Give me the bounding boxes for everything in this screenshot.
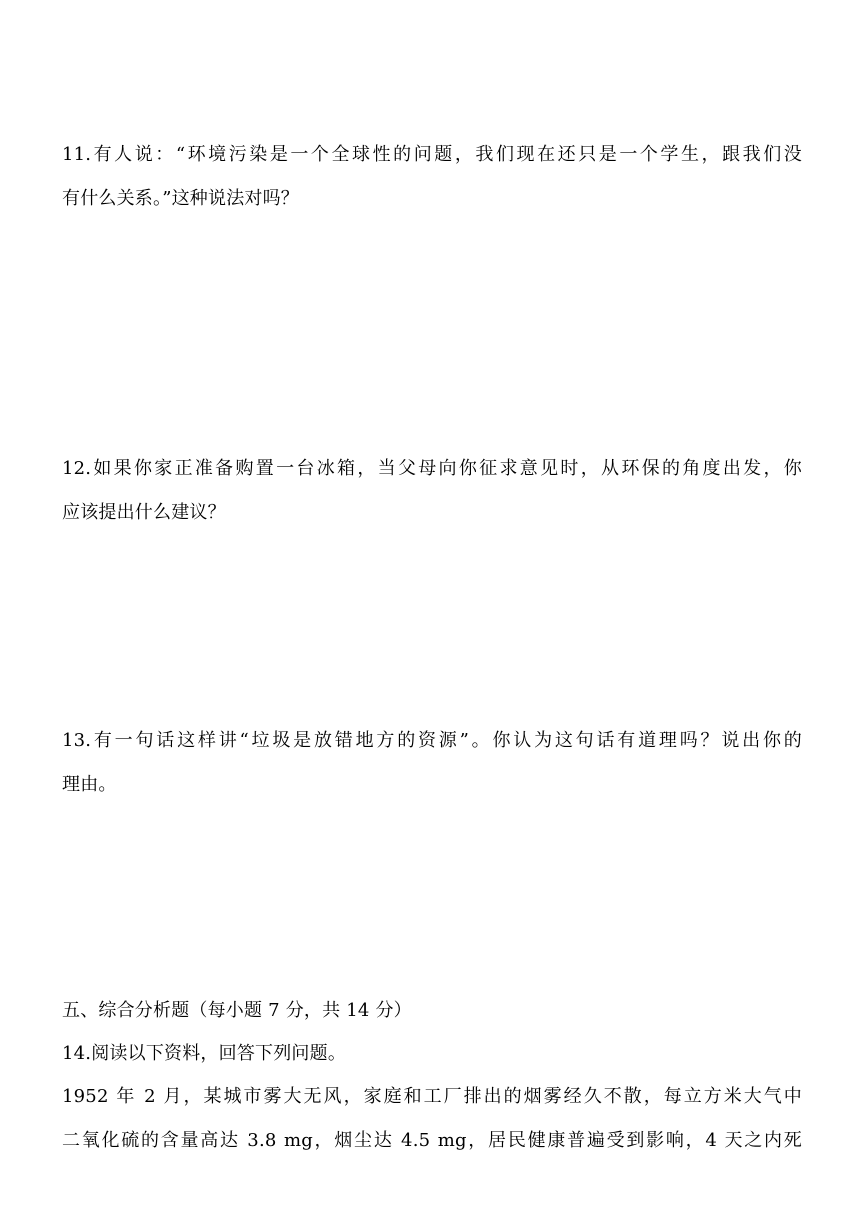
- question-11-line-2: 有什么关系。”这种说法对吗？: [62, 188, 300, 209]
- question-12-line-1: 12.如果你家正准备购置一台冰箱，当父母向你征求意见时，从环保的角度出发，你: [62, 458, 802, 479]
- question-14-intro: 14.阅读以下资料，回答下列问题。: [62, 1043, 347, 1064]
- question-13-line-1: 13.有一句话这样讲“垃圾是放错地方的资源”。你认为这句话有道理吗？说出你的: [62, 730, 802, 751]
- question-12-line-2: 应该提出什么建议？: [62, 502, 226, 523]
- question-13-line-2: 理由。: [62, 774, 117, 795]
- question-11-line-1: 11.有人说：“环境污染是一个全球性的问题，我们现在还只是一个学生，跟我们没: [62, 144, 802, 165]
- section-heading: 五、综合分析题（每小题 7 分，共 14 分）: [62, 1000, 412, 1021]
- question-14-paragraph-line-1: 1952 年 2 月，某城市雾大无风，家庭和工厂排出的烟雾经久不散，每立方米大气中: [62, 1086, 802, 1107]
- question-14-paragraph-line-2: 二氧化硫的含量高达 3.8 mg，烟尘达 4.5 mg，居民健康普遍受到影响，4 天之内死: [62, 1130, 802, 1151]
